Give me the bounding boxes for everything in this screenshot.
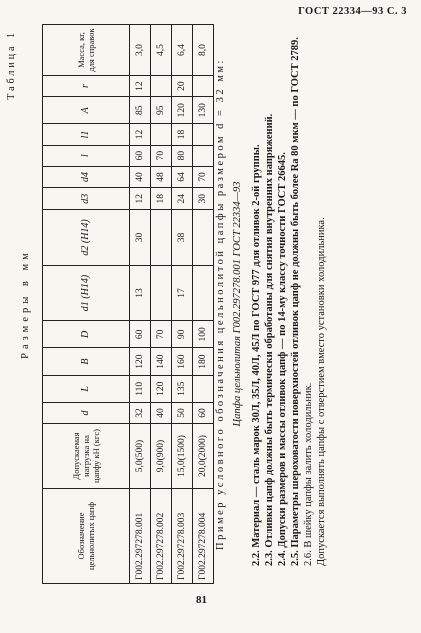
table-cell	[151, 76, 172, 97]
table-cell: 120	[130, 348, 151, 375]
table-cell: 30	[193, 188, 214, 210]
paragraph-2-6: 2.6. В шейку цапфы залить холодильник.	[303, 382, 314, 566]
table-cell: 180	[193, 348, 214, 375]
page-header: ГОСТ 22334—93 С. 3	[298, 6, 407, 17]
col-header: Обозначение цельнолитых цапф	[43, 489, 130, 584]
table-cell: 70	[151, 145, 172, 166]
table-cell: 100	[193, 321, 214, 348]
table-cell: 120	[172, 97, 193, 124]
table-row	[172, 25, 193, 584]
table-cell: 32	[130, 402, 151, 423]
table-cell: 50	[172, 402, 193, 423]
table-cell: 9,0(900)	[151, 424, 172, 489]
table-cell: 38	[172, 210, 193, 266]
table-cell	[193, 76, 214, 97]
table-cell: 15,0(1500)	[172, 424, 193, 489]
table-cell: Г002.297278.002	[151, 489, 172, 584]
table-cell: 160	[172, 348, 193, 375]
table-cell: Г002.297278.004	[193, 489, 214, 584]
table-cell: 8,0	[193, 25, 214, 76]
dimensions-table	[42, 24, 214, 584]
col-header: r	[43, 76, 130, 97]
paragraph-note: Допускается выполнять цапфы с отверстием вместо установки холодильника.	[316, 217, 327, 566]
table-cell: Г002.297278.003	[172, 489, 193, 584]
example-heading: Пример условного обозначения цельнолитой цапфы размером d = 32 мм:	[215, 58, 226, 550]
table-cell: 3,0	[130, 25, 151, 76]
table-cell: 24	[172, 188, 193, 210]
table-cell: 4,5	[151, 25, 172, 76]
col-header: l1	[43, 124, 130, 145]
table-cell: 60	[130, 145, 151, 166]
page-number: 81	[196, 594, 207, 606]
table-cell: 40	[151, 402, 172, 423]
table-row	[130, 25, 151, 584]
rotated-page-content	[6, 24, 416, 584]
table-cell: 85	[130, 97, 151, 124]
table-cell	[193, 375, 214, 402]
col-header: D	[43, 321, 130, 348]
table-cell: 60	[130, 321, 151, 348]
table-header-row	[43, 25, 130, 584]
table-cell: 18	[172, 124, 193, 145]
table-title: Размеры в мм	[20, 249, 31, 359]
col-header: d	[43, 402, 130, 423]
body-text	[214, 24, 328, 584]
table-cell: 64	[172, 166, 193, 188]
table-cell	[193, 210, 214, 266]
table-cell: 70	[151, 321, 172, 348]
col-header: l	[43, 145, 130, 166]
col-header: B	[43, 348, 130, 375]
table-cell: 95	[151, 97, 172, 124]
table-cell: 12	[130, 124, 151, 145]
table-cell: 80	[172, 145, 193, 166]
paragraph-2-3: 2.3. Отливки цапф должны быть термически обработаны для снятия внутренних напряжений.	[264, 113, 275, 566]
table-cell: 130	[193, 97, 214, 124]
col-header: A	[43, 97, 130, 124]
table-cell: 20,0(2000)	[193, 424, 214, 489]
table-cell	[193, 265, 214, 321]
table-cell: 140	[151, 348, 172, 375]
table-cell	[151, 265, 172, 321]
paragraph-2-5: 2.5. Параметры шероховатости поверхностей отливок цапф не должны быть более Ra 80 мкм — по ГОСТ 2789.	[290, 37, 301, 566]
paragraph-2-2: 2.2. Материал — сталь марок 30Л, 35Л, 40Л, 45Л по ГОСТ 977 для отливок 2-ой группы.	[251, 144, 262, 566]
table-cell: 40	[130, 166, 151, 188]
table-cell: 17	[172, 265, 193, 321]
table-cell: 70	[193, 166, 214, 188]
table-cell	[151, 124, 172, 145]
table-cell: 120	[151, 375, 172, 402]
table-cell: 12	[130, 188, 151, 210]
table-row	[193, 25, 214, 584]
example-designation: Цапфа цельнолитая Г002.297278.001 ГОСТ 22334—93	[232, 181, 243, 427]
col-header: d1 (H14)	[43, 265, 130, 321]
table-cell: 18	[151, 188, 172, 210]
table-cell: 13	[130, 265, 151, 321]
table-cell	[193, 124, 214, 145]
paragraph-2-4: 2.4. Допуски размеров и массы отливок цапф — по 14-му классу точности ГОСТ 26645.	[277, 152, 288, 566]
col-header: d2 (H14)	[43, 210, 130, 266]
col-header: Масса, кг, для справок	[43, 25, 130, 76]
table-cell: 6,4	[172, 25, 193, 76]
table-cell: 30	[130, 210, 151, 266]
table-cell: 48	[151, 166, 172, 188]
col-header: Допускаемая нагрузка на цапфу кН (кгс)	[43, 424, 130, 489]
table-cell: 12	[130, 76, 151, 97]
table-cell: 20	[172, 76, 193, 97]
table-cell	[151, 210, 172, 266]
col-header: d3	[43, 188, 130, 210]
table-cell: 5,0(500)	[130, 424, 151, 489]
table-cell	[193, 145, 214, 166]
col-header: d4	[43, 166, 130, 188]
col-header: L	[43, 375, 130, 402]
table-cell: 60	[193, 402, 214, 423]
table-row	[151, 25, 172, 584]
table-cell: 110	[130, 375, 151, 402]
table-cell: 90	[172, 321, 193, 348]
table-caption: Таблица 1	[6, 30, 17, 100]
table-cell: Г002.297278.001	[130, 489, 151, 584]
table-cell: 135	[172, 375, 193, 402]
